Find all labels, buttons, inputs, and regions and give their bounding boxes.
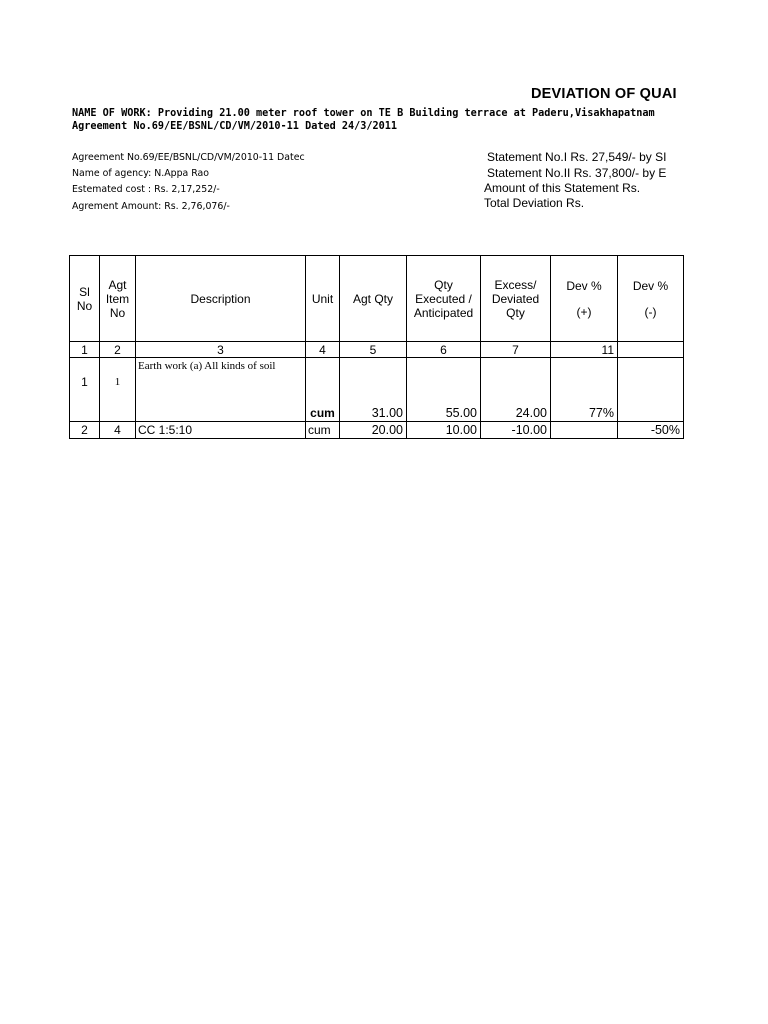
- statement-2: Statement No.II Rs. 37,800/- by E: [487, 166, 667, 180]
- header-dev-minus-sign: (-): [644, 304, 657, 319]
- row-agt-item-spacer: [100, 406, 136, 422]
- table-row: [70, 358, 684, 406]
- row-agt-item-no: 4: [100, 422, 136, 439]
- header-agt-qty: Agt Qty: [340, 256, 407, 342]
- row-description-spacer: [136, 406, 306, 422]
- row-qty-executed-spacer: [407, 358, 481, 406]
- header-description: Description: [136, 256, 306, 342]
- row-description: CC 1:5:10: [136, 422, 306, 439]
- header-dev-minus: [618, 256, 684, 342]
- table-row-values: [70, 406, 684, 422]
- column-number: 3: [136, 342, 306, 358]
- row-dev-plus: 77%: [551, 406, 618, 422]
- header-unit: Unit: [306, 256, 340, 342]
- row-unit-spacer: [306, 358, 340, 406]
- column-number: 4: [306, 342, 340, 358]
- row-description: Earth work (a) All kinds of soil: [136, 358, 306, 406]
- agreement-dated: Agreement No.69/EE/BSNL/CD/VM/2010-11 Dated 24/3/2011: [72, 121, 398, 132]
- row-agt-qty: 31.00: [340, 406, 407, 422]
- row-agt-qty-spacer: [340, 358, 407, 406]
- column-number: 5: [340, 342, 407, 358]
- statement-1: Statement No.I Rs. 27,549/- by SI: [487, 150, 667, 164]
- deviation-table: [69, 255, 684, 439]
- amount-this-statement: Amount of this Statement Rs.: [484, 181, 641, 195]
- column-number: 7: [481, 342, 551, 358]
- column-number: 1: [70, 342, 100, 358]
- agreement-number: Agreement No.69/EE/BSNL/CD/VM/2010-11 Datec: [72, 152, 305, 163]
- column-number: 11: [551, 342, 618, 358]
- row-unit: cum: [306, 422, 340, 439]
- row-qty-executed: 10.00: [407, 422, 481, 439]
- table-row: [70, 422, 684, 439]
- header-agt-item-no: Agt Item No: [100, 256, 136, 342]
- header-dev-plus-sign: (+): [576, 304, 592, 319]
- header-dev-plus-label: Dev %: [566, 278, 602, 293]
- name-of-work: NAME OF WORK: Providing 21.00 meter roof tower on TE B Building terrace at Paderu,Visakhapatnam: [72, 108, 655, 119]
- header-sl-no: Sl No: [70, 256, 100, 342]
- row-dev-plus-spacer: [551, 358, 618, 406]
- header-excess-deviated: Excess/ Deviated Qty: [481, 256, 551, 342]
- agency-name: Name of agency: N.Appa Rao: [72, 168, 210, 179]
- estimated-cost: Estemated cost : Rs. 2,17,252/-: [72, 184, 220, 195]
- row-excess: 24.00: [481, 406, 551, 422]
- row-excess: -10.00: [481, 422, 551, 439]
- row-dev-plus: [551, 422, 618, 439]
- column-number: 6: [407, 342, 481, 358]
- row-dev-minus-spacer: [618, 358, 684, 406]
- header-dev-plus: [551, 256, 618, 342]
- column-number-row: [70, 342, 684, 358]
- row-dev-minus: [618, 406, 684, 422]
- row-unit: cum: [306, 406, 340, 422]
- row-sl-no: 2: [70, 422, 100, 439]
- agreement-amount: Agrement Amount: Rs. 2,76,076/-: [72, 201, 230, 212]
- row-dev-minus: -50%: [618, 422, 684, 439]
- header-qty-executed: Qty Executed / Anticipated: [407, 256, 481, 342]
- row-qty-executed: 55.00: [407, 406, 481, 422]
- column-number: 2: [100, 342, 136, 358]
- row-agt-item-no: 1: [100, 358, 136, 406]
- row-agt-qty: 20.00: [340, 422, 407, 439]
- row-sl-no: 1: [70, 358, 100, 406]
- row-excess-spacer: [481, 358, 551, 406]
- header-dev-minus-label: Dev %: [632, 278, 669, 293]
- column-number: [618, 342, 684, 358]
- header-row: [70, 256, 684, 342]
- document-title: DEVIATION OF QUAI: [531, 86, 677, 102]
- row-sl-no-spacer: [70, 406, 100, 422]
- total-deviation: Total Deviation Rs.: [484, 196, 585, 210]
